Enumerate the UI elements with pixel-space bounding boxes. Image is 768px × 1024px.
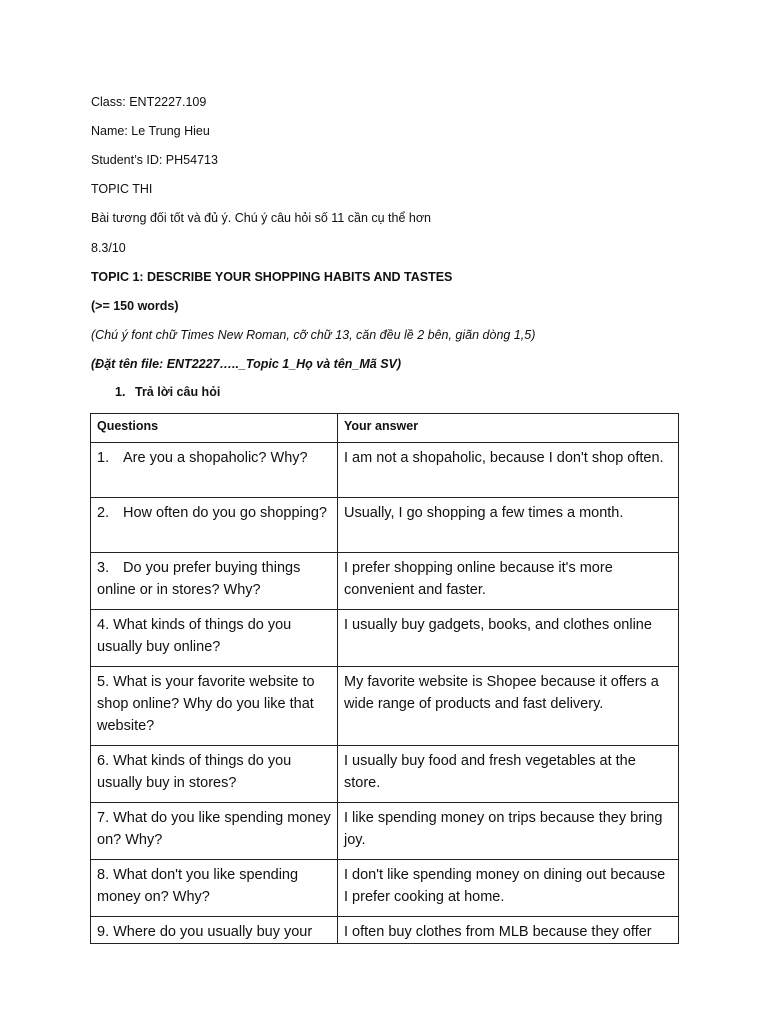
answer-cell: I prefer shopping online because it's more convenient and faster. [338, 553, 679, 610]
question-text: How often do you go shopping? [123, 505, 327, 521]
question-cell [91, 498, 338, 553]
question-cell: 9. Where do you usually buy your [91, 917, 338, 944]
question-text: Do you prefer buying things online or in stores? Why? [97, 560, 301, 598]
section-label: Trả lời câu hỏi [135, 385, 221, 399]
table-row [91, 746, 679, 803]
table-row [91, 610, 679, 667]
answer-cell: I don't like spending money on dining out because I prefer cooking at home. [338, 860, 679, 917]
answer-cell: I usually buy food and fresh vegetables at the store. [338, 746, 679, 803]
topic-title: TOPIC 1: DESCRIBE YOUR SHOPPING HABITS AND TASTES [91, 270, 453, 284]
question-cell: 5. What is your favorite website to shop online? Why do you like that website? [91, 667, 338, 746]
table-header-row [91, 414, 679, 443]
topic-thi-line: TOPIC THI [91, 182, 153, 196]
teacher-feedback: Bài tương đối tốt và đủ ý. Chú ý câu hỏi số 11 cần cụ thể hơn [91, 211, 432, 225]
question-cell: 6. What kinds of things do you usually buy in stores? [91, 746, 338, 803]
student-name-line: Name: Le Trung Hieu [91, 124, 210, 138]
answer-cell: I usually buy gadgets, books, and clothes online [338, 610, 679, 667]
answer-cell: I am not a shopaholic, because I don't shop often. [338, 443, 679, 498]
answers-header: Your answer [338, 414, 679, 443]
answer-cell: I often buy clothes from MLB because they offer [338, 917, 679, 944]
question-cell [91, 443, 338, 498]
question-cell: 7. What do you like spending money on? Why? [91, 803, 338, 860]
question-cell [91, 553, 338, 610]
table-row [91, 860, 679, 917]
question-number: 1. [97, 450, 110, 466]
format-note: (Chú ý font chữ Times New Roman, cỡ chữ 13, căn đều lề 2 bên, giãn dòng 1,5) [91, 328, 536, 342]
question-text: Are you a shopaholic? Why? [123, 450, 308, 466]
section-number: 1. [115, 385, 126, 399]
table-row [91, 667, 679, 746]
question-cell: 8. What don't you like spending money on? Why? [91, 860, 338, 917]
table-row [91, 917, 679, 944]
answer-cell: I like spending money on trips because they bring joy. [338, 803, 679, 860]
word-count-requirement: (>= 150 words) [91, 299, 179, 313]
table-row [91, 553, 679, 610]
class-line: Class: ENT2227.109 [91, 95, 207, 109]
qa-table [90, 413, 679, 944]
question-number: 3. [97, 560, 110, 576]
student-id-line: Student’s ID: PH54713 [91, 153, 218, 167]
question-number: 2. [97, 505, 110, 521]
table-row [91, 498, 679, 553]
answer-cell: Usually, I go shopping a few times a month. [338, 498, 679, 553]
section-heading [115, 384, 220, 400]
score: 8.3/10 [91, 241, 126, 255]
table-row [91, 803, 679, 860]
answer-cell: My favorite website is Shopee because it offers a wide range of products and fast delivery. [338, 667, 679, 746]
question-cell: 4. What kinds of things do you usually buy online? [91, 610, 338, 667]
table-row [91, 443, 679, 498]
filename-note: (Đặt tên file: ENT2227….._Topic 1_Họ và tên_Mã SV) [91, 357, 402, 371]
questions-header: Questions [91, 414, 338, 443]
